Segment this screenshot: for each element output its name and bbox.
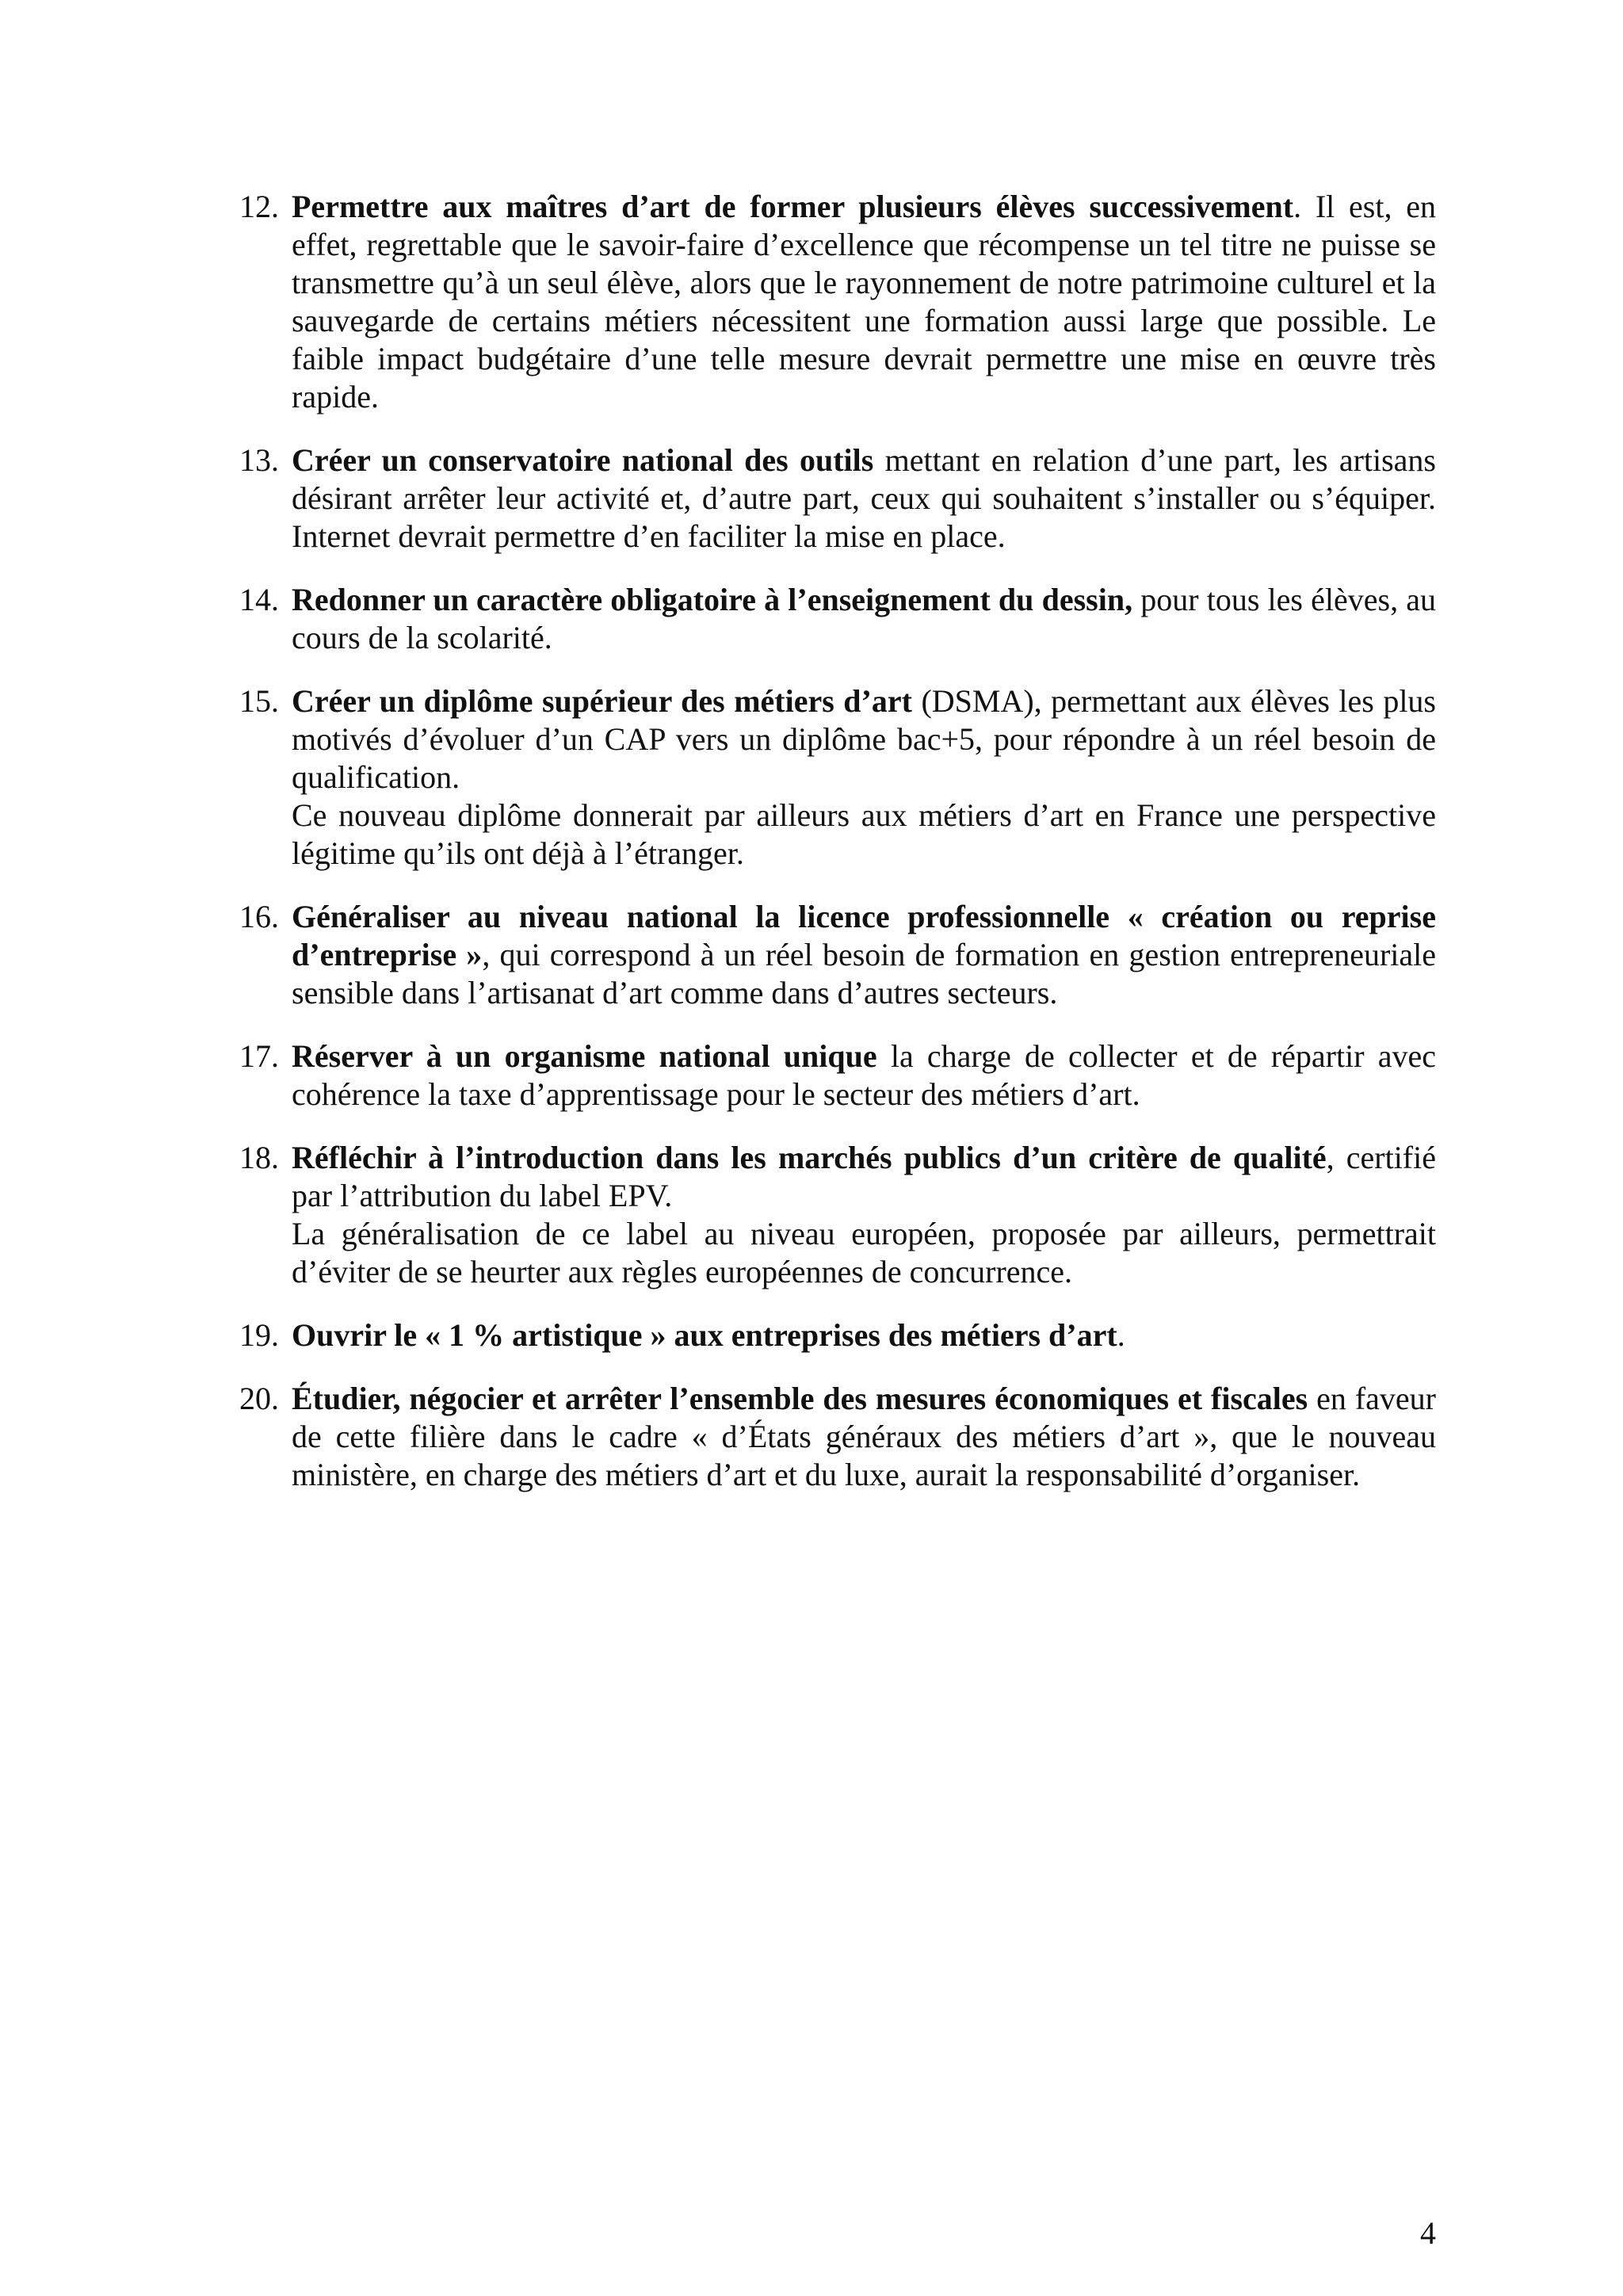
- item-number: 18.: [239, 1140, 279, 1175]
- item-body: [292, 1316, 1436, 1354]
- item-number: 14.: [239, 582, 279, 617]
- item-text: .: [1117, 1317, 1125, 1353]
- item-heading: Redonner un caractère obligatoire à l’enseignement du dessin,: [292, 582, 1133, 617]
- item-body: [292, 188, 1436, 416]
- list-item-20: [239, 1380, 1436, 1494]
- item-body: [292, 581, 1436, 657]
- item-heading: Ouvrir le « 1 % artistique » aux entreprises des métiers d’art: [292, 1317, 1117, 1353]
- item-body: [292, 898, 1436, 1012]
- item-text: mettant en relation d’une part, les artisans désirant arrêter leur activité et, d’autre part, ceux qui souhaitent s’installer ou s’équiper. Internet devrait permettre d’en faciliter la mise en place.: [292, 442, 1437, 554]
- item-heading: Étudier, négocier et arrêter l’ensemble des mesures économiques et fiscales: [292, 1381, 1308, 1416]
- item-number: 19.: [239, 1317, 279, 1353]
- item-text: , qui correspond à un réel besoin de formation en gestion entrepreneuriale sensible dans l’artisanat d’art comme dans d’autres secteurs.: [292, 937, 1437, 1010]
- list-item-14: [239, 581, 1436, 657]
- item-heading: Créer un conservatoire national des outils: [292, 442, 874, 478]
- page-number: 4: [1420, 2215, 1436, 2251]
- item-number: 20.: [239, 1381, 279, 1416]
- item-text: (DSMA), permettant aux élèves les plus motivés d’évoluer d’un CAP vers un diplôme bac+5, pour répondre à un réel besoin de qualification.: [292, 683, 1436, 795]
- list-item-19: [239, 1316, 1436, 1354]
- item-heading: Généraliser au niveau national la licence professionnelle « création ou reprise d’entreprise »: [292, 899, 1436, 972]
- item-heading: Réfléchir à l’introduction dans les marchés publics d’un critère de qualité: [292, 1140, 1327, 1175]
- list-item-18: [239, 1139, 1436, 1291]
- item-heading: Réserver à un organisme national unique: [292, 1038, 877, 1074]
- item-text: pour tous les élèves, au cours de la scolarité.: [292, 582, 1436, 655]
- item-number: 12.: [239, 189, 279, 224]
- list-item-12: [239, 188, 1436, 416]
- item-body: [292, 1139, 1436, 1215]
- item-body: [292, 682, 1436, 797]
- item-body: [292, 1380, 1436, 1494]
- item-text: la charge de collecter et de répartir avec cohérence la taxe d’apprentissage pour le secteur des métiers d’art.: [292, 1038, 1437, 1112]
- item-text: . Il est, en effet, regrettable que le savoir-faire d’excellence que récompense un tel titre ne puisse se transmettre qu’à un seul élève, alors que le rayonnement de notre patrimoine culturel et la sauvegarde de certains métiers nécessitent une formation aussi large que possible. Le faible impact budgétaire d’une telle mesure devrait permettre une mise en œuvre très rapide.: [292, 189, 1437, 415]
- list-item-17: [239, 1037, 1436, 1114]
- item-body: [292, 441, 1436, 556]
- item-number: 15.: [239, 683, 279, 719]
- item-heading: Permettre aux maîtres d’art de former plusieurs élèves successivement: [292, 189, 1294, 224]
- item-number: 16.: [239, 899, 279, 934]
- item-number: 17.: [239, 1038, 279, 1074]
- list-item-16: [239, 898, 1436, 1012]
- item-text: en faveur de cette filière dans le cadre « d’États généraux des métiers d’art », que le nouveau ministère, en charge des métiers d’art et du luxe, aurait la responsabilité d’organiser.: [292, 1381, 1436, 1492]
- list-item-13: [239, 441, 1436, 556]
- item-text: , certifié par l’attribution du label EPV.: [292, 1140, 1436, 1213]
- list-item-15: [239, 682, 1436, 873]
- item-extra-paragraph: Ce nouveau diplôme donnerait par ailleurs aux métiers d’art en France une perspective légitime qu’ils ont déjà à l’étranger.: [292, 797, 1436, 871]
- recommendations-list: [239, 188, 1436, 1519]
- item-number: 13.: [239, 442, 279, 478]
- item-body: [292, 1037, 1436, 1114]
- item-heading: Créer un diplôme supérieur des métiers d’art: [292, 683, 912, 719]
- item-extra-paragraph: La généralisation de ce label au niveau européen, proposée par ailleurs, permettrait d’éviter de se heurter aux règles européennes de concurrence.: [292, 1216, 1436, 1289]
